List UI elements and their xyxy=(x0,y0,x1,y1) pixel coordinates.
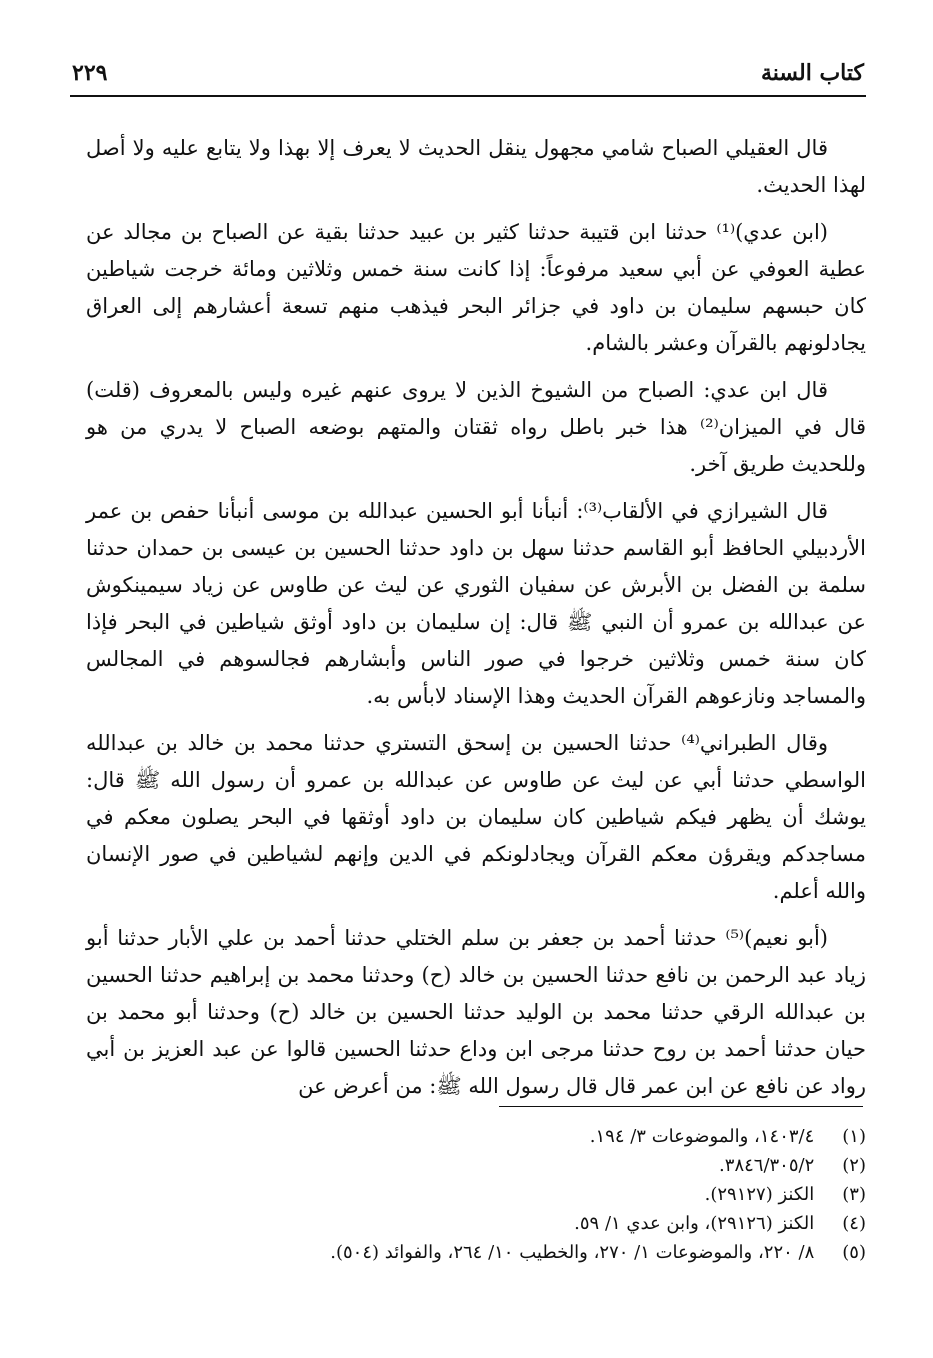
footnote-number: (٣) xyxy=(842,1184,866,1205)
paragraph: (ابن عدي)⁽¹⁾ حدثنا ابن قتيبة حدثنا كثير بن عبيد حدثنا بقية عن الصباح بن مجالد عن عطية العوفي عن أبي سعيد مرفوعاً: إذا كانت سنة خمس وثلاثين ومائة خرجت شياطين كان حبسهم سليمان بن داود في جزائر البحر فيذهب منهم تسعة أعشارهم إلى العراق يجادلونهم بالقرآن وعشر بالشام. xyxy=(86,220,866,355)
footnote-number: (٢) xyxy=(842,1155,866,1176)
footnote xyxy=(200,1180,866,1209)
paragraph: قال الشيرازي في الألقاب⁽³⁾: أنبأنا أبو الحسين عبدالله بن موسى أنبأنا حفص بن عمر الأردبيلي الحافظ أبو القاسم حدثنا سهل بن داود حدثنا الحسين بن عيسى بن حمدان حدثنا سلمة بن الفضل بن الأبرش عن سفيان الثوري عن ليث عن طاوس عن زياد سيمينكوش عن عبدالله بن عمرو أن النبي ﷺ قال: إن سليمان بن داود أوثق شياطين في البحر فإذا كان سنة خمس وثلاثين خرجوا في صور الناس وأبشارهم فجالسوهم في المجالس والمساجد ونازعوهم القرآن الحديث وهذا الإسناد لابأس به. xyxy=(86,499,866,708)
footnote-number: (١) xyxy=(842,1126,866,1147)
footnote xyxy=(200,1209,866,1238)
book-title: كتاب السنة xyxy=(760,60,864,86)
footnote-text: الكنز (٢٩١٢٧). xyxy=(704,1184,815,1205)
paragraph: وقال الطبراني⁽⁴⁾ حدثنا الحسين بن إسحق التستري حدثنا محمد بن خالد بن عبدالله الواسطي حدثنا أبي عن ليث عن طاوس عن عبدالله بن عمرو أن رسول الله ﷺ قال: يوشك أن يظهر فيكم شياطين كان سليمان بن داود أوثقها في البحر يصلون معكم في مساجدكم ويقرؤن معكم القرآن ويجادلونكم في الدين وإنهم لشياطين في صور الإنسان والله أعلم. xyxy=(86,731,866,903)
paragraph: قال ابن عدي: الصباح من الشيوخ الذين لا يروى عنهم غيره وليس بالمعروف (قلت) قال في الميزان⁽²⁾ هذا خبر باطل رواه ثقتان والمتهم بوضعه الصباح لا يدري من هو وللحديث طريق آخر. xyxy=(86,378,866,476)
paragraph: (أبو نعيم)⁽⁵⁾ حدثنا أحمد بن جعفر بن سلم الختلي حدثنا أحمد بن علي الأبار حدثنا أبو زياد عبد الرحمن بن نافع حدثنا الحسين بن خالد (ح) وحدثنا محمد بن إبراهيم حدثنا الحسين بن عبدالله الرقي حدثنا محمد بن الوليد حدثنا الحسين بن خالد (ح) وحدثنا أبو محمد بن حيان حدثنا أحمد بن روح حدثنا مرجى ابن وداع حدثنا الحسين قالوا عن عبد العزيز بن أبي رواد عن نافع عن ابن عمر قال قال رسول الله ﷺ: من أعرض عن xyxy=(86,926,866,1098)
footnotes xyxy=(200,1122,866,1267)
paragraph: قال العقيلي الصباح شامي مجهول ينقل الحديث لا يعرف إلا بهذا ولا يتابع عليه ولا أصل لهذا الحديث. xyxy=(86,136,866,197)
footnote-text: ٣٨٤٦/٣٠٥/٢. xyxy=(719,1155,815,1176)
page-number: ٢٢٩ xyxy=(72,60,108,86)
footnote-text: ٨/ ٢٢٠، والموضوعات ١/ ٢٧٠، والخطيب ١٠/ ٢٦٤، والفوائد (٥٠٤). xyxy=(330,1242,815,1263)
footnote xyxy=(200,1151,866,1180)
header-rule xyxy=(70,95,866,97)
footnote xyxy=(200,1122,866,1151)
footnote-number: (٤) xyxy=(842,1213,866,1234)
footnote-text: الكنز (٢٩١٢٦)، وابن عدي ١/ ٥٩. xyxy=(574,1213,815,1234)
running-header xyxy=(72,60,864,90)
footnote-number: (٥) xyxy=(842,1242,866,1263)
main-text xyxy=(86,130,866,1115)
footnote-separator xyxy=(499,1106,863,1107)
footnote xyxy=(200,1238,866,1267)
footnote-text: ١٤٠٣/٤، والموضوعات ٣/ ١٩٤. xyxy=(589,1126,815,1147)
